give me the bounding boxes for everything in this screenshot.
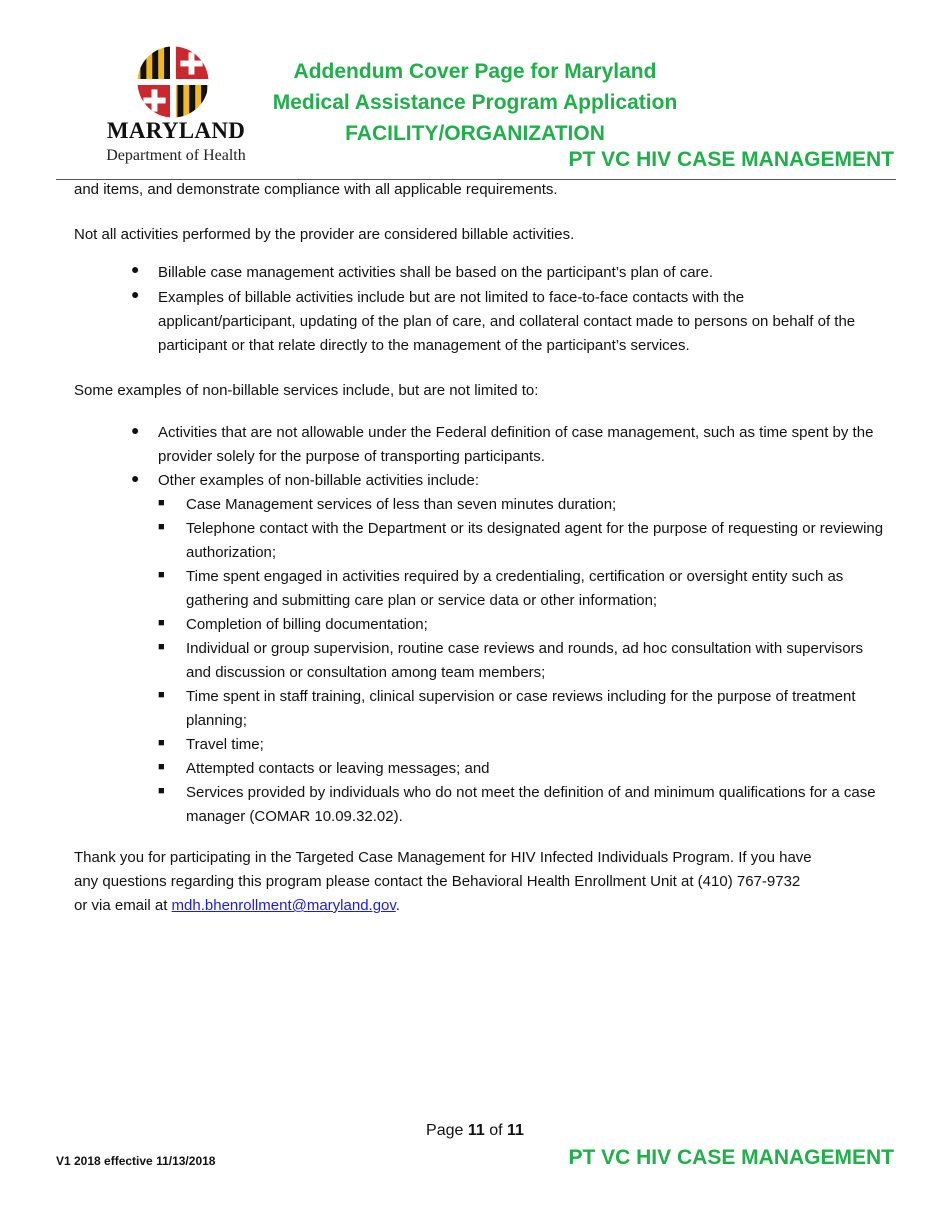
sub-list-item: Time spent engaged in activities required by a credentialing, certification or oversight entity such as gathering and submitting care plan or service data or other information;: [186, 568, 844, 609]
sub-list-item: Time spent in staff training, clinical supervision or case reviews including for the purpose of treatment planning;: [186, 688, 856, 729]
logo-department: Department of Health: [106, 147, 246, 164]
list-item: Billable case management activities shall be based on the participant’s plan of care.: [158, 264, 714, 281]
sub-list-item: Completion of billing documentation;: [186, 616, 428, 633]
sub-list-item: Services provided by individuals who do not meet the definition of and minimum qualifications for a case manager (COMAR 10.09.32.02).: [186, 784, 876, 825]
closing-line: [74, 894, 894, 918]
bullet-icon: ■: [158, 761, 165, 773]
version-label: V1 2018 effective 11/13/2018: [56, 1154, 216, 1168]
closing-email-prefix: or via email at: [74, 897, 172, 914]
sub-list-item: Attempted contacts or leaving messages; and: [186, 760, 490, 777]
list-item: Other examples of non-billable activities include:: [158, 472, 479, 489]
closing-line: any questions regarding this program please contact the Behavioral Health Enrollment Unit at (410) 767-9732: [74, 873, 801, 890]
bullet-icon: ■: [158, 785, 165, 797]
footer-program-name: PT VC HIV CASE MANAGEMENT: [568, 1146, 894, 1169]
continued-paragraph: and items, and demonstrate compliance with all applicable requirements.: [74, 181, 558, 198]
closing-period: .: [395, 897, 400, 914]
bullet-icon: ■: [158, 521, 165, 533]
page-of: of: [484, 1122, 508, 1139]
page-title-line-3: FACILITY/ORGANIZATION: [345, 122, 605, 145]
page-title-line-1: Addendum Cover Page for Maryland: [293, 60, 657, 83]
page-total: 11: [507, 1122, 524, 1139]
maryland-flag-seal-icon: [136, 45, 210, 119]
closing-line: Thank you for participating in the Targeted Case Management for HIV Infected Individuals Program. If you have: [74, 849, 812, 866]
sub-list-item: Individual or group supervision, routine case reviews and rounds, ad hoc consultation with supervisors and discussion or consultation among team members;: [186, 640, 864, 681]
bullet-icon: ●: [131, 422, 140, 438]
bullet-icon: ■: [158, 497, 165, 509]
page-number: [0, 1122, 950, 1140]
list-item: Activities that are not allowable under the Federal definition of case management, such as time spent by the provider solely for the purpose of transporting participants.: [158, 424, 874, 465]
bullet-icon: ■: [158, 641, 165, 653]
bullet-icon: ●: [131, 261, 140, 277]
sub-list-item: Telephone contact with the Department or its designated agent for the purpose of requesting or reviewing authorization;: [186, 520, 884, 561]
page-title-line-2: Medical Assistance Program Application: [272, 91, 678, 114]
page-current: 11: [467, 1122, 485, 1139]
bullet-icon: ■: [158, 617, 165, 629]
not-billable-intro: Not all activities performed by the provider are considered billable activities.: [74, 226, 575, 243]
bullet-icon: ■: [158, 737, 165, 749]
bullet-icon: ■: [158, 569, 165, 581]
bullet-icon: ●: [131, 470, 140, 486]
header-program-name: PT VC HIV CASE MANAGEMENT: [568, 148, 894, 171]
closing-paragraph: [74, 846, 894, 918]
bullet-icon: ■: [158, 689, 165, 701]
bullet-icon: ●: [131, 286, 140, 302]
email-link[interactable]: mdh.bhenrollment@maryland.gov: [171, 897, 396, 914]
list-item: Examples of billable activities include but are not limited to face-to-face contacts with the applicant/participant, updating of the plan of care, and collateral contact made to persons on behalf of the participant or that relate directly to the management of the participant’s services.: [158, 289, 856, 354]
non-billable-intro: Some examples of non-billable services include, but are not limited to:: [74, 382, 539, 399]
sub-list-item: Travel time;: [186, 736, 264, 753]
page-prefix: Page: [426, 1122, 468, 1139]
sub-list-item: Case Management services of less than seven minutes duration;: [186, 496, 617, 513]
logo-wordmark: MARYLAND: [106, 118, 246, 143]
